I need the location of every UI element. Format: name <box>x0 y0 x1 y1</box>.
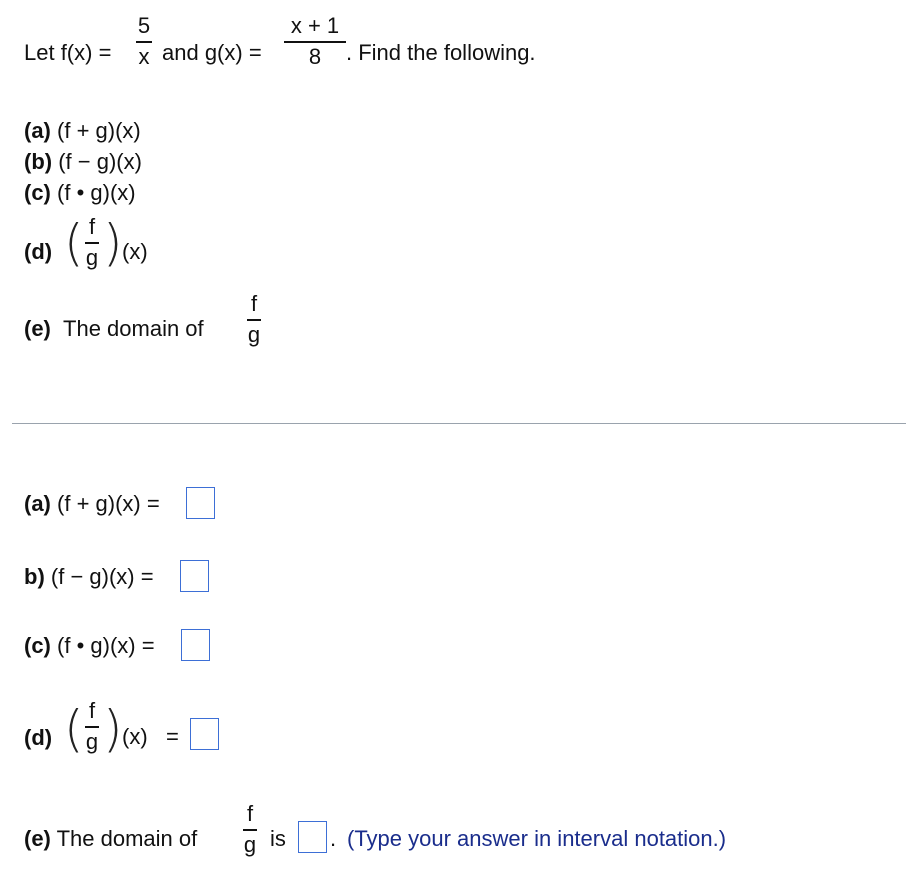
answer-b-prompt <box>24 564 154 590</box>
answer-d-suffix: (x) <box>122 724 148 749</box>
answer-c-input[interactable] <box>181 629 210 661</box>
answer-e-numerator: f <box>246 801 254 826</box>
part-a-expr: (f + g)(x) <box>57 118 141 143</box>
part-e-numerator: f <box>250 291 258 316</box>
fraction-bar <box>85 726 99 728</box>
answer-d-equals: = <box>166 724 179 749</box>
answer-c-expr: (f • g)(x) = <box>57 633 155 658</box>
part-b-expr: (f − g)(x) <box>58 149 142 174</box>
fraction-bar <box>85 242 99 244</box>
answer-a-input[interactable] <box>186 487 215 519</box>
part-e-denominator: g <box>247 321 261 347</box>
part-e-label: (e) <box>24 316 51 341</box>
answer-e-period: . <box>330 826 337 851</box>
answer-e-text: The domain of <box>56 826 198 851</box>
fraction-bar <box>284 41 346 43</box>
answer-a-expr: (f + g)(x) = <box>57 491 160 516</box>
answer-e-hint: (Type your answer in interval notation.) <box>347 826 727 851</box>
answer-a-label: (a) <box>24 491 51 516</box>
fraction-bar <box>247 319 261 321</box>
part-e <box>24 316 204 342</box>
part-b <box>24 149 142 175</box>
answer-e-prompt <box>24 826 197 852</box>
answer-b-input[interactable] <box>180 560 209 592</box>
left-paren: ( <box>64 214 84 272</box>
answer-e-is: is <box>270 826 286 851</box>
part-b-label: (b) <box>24 149 53 174</box>
part-c-label: (c) <box>24 180 51 205</box>
g-denominator: 8 <box>308 43 322 69</box>
answer-b-label: b) <box>24 564 45 589</box>
right-paren: ) <box>103 214 123 272</box>
answer-a-prompt <box>24 491 160 517</box>
f-fraction <box>135 15 153 68</box>
and-label: and g(x) = <box>162 40 262 65</box>
fraction-bar <box>136 41 152 43</box>
part-d-fraction <box>82 216 102 269</box>
answer-e-denominator: g <box>243 831 257 857</box>
answer-e-fraction <box>240 803 260 856</box>
answer-d-numerator: f <box>88 698 96 723</box>
answer-d-fraction <box>82 700 102 753</box>
part-e-fraction <box>244 293 264 346</box>
answer-d-input[interactable] <box>190 718 219 750</box>
part-c-expr: (f • g)(x) <box>57 180 136 205</box>
section-divider <box>12 423 906 424</box>
part-e-text: The domain of <box>63 316 204 341</box>
answer-c-prompt <box>24 633 155 659</box>
answer-e-input[interactable] <box>298 821 327 853</box>
fraction-bar <box>243 829 257 831</box>
answer-c-label: (c) <box>24 633 51 658</box>
answer-d-denominator: g <box>85 728 99 754</box>
g-fraction <box>283 15 347 68</box>
part-d-denominator: g <box>85 244 99 270</box>
g-numerator: x + 1 <box>290 13 340 38</box>
answer-e-label: (e) <box>24 826 51 851</box>
answer-d-label: (d) <box>24 725 53 750</box>
part-a-label: (a) <box>24 118 51 143</box>
answer-b-expr: (f − g)(x) = <box>50 564 154 589</box>
f-denominator: x <box>138 43 150 69</box>
find-label: . Find the following. <box>346 40 536 65</box>
let-label: Let f(x) = <box>24 40 112 65</box>
part-c <box>24 180 136 206</box>
right-paren: ) <box>103 700 123 758</box>
part-d-numerator: f <box>88 214 96 239</box>
part-d-label: (d) <box>24 239 53 264</box>
part-d-suffix: (x) <box>122 239 148 264</box>
left-paren: ( <box>64 700 84 758</box>
f-numerator: 5 <box>137 13 151 38</box>
part-a <box>24 118 141 144</box>
